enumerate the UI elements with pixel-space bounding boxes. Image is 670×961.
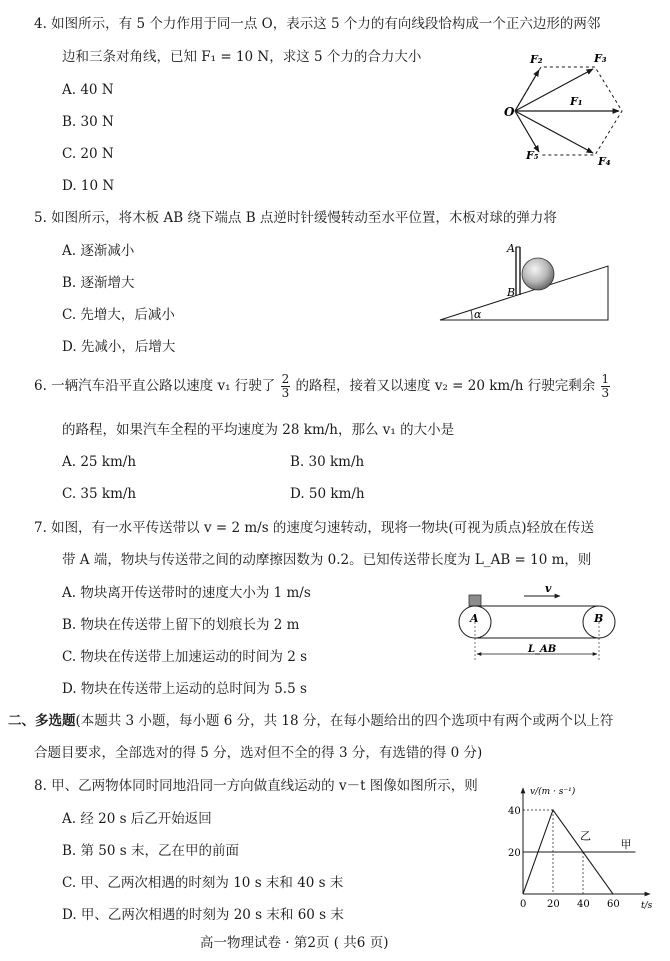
series-label-yi: 乙: [580, 829, 591, 843]
q4-label-f5: F₅: [526, 149, 539, 162]
q6-option-b[interactable]: B. 30 km/h: [290, 454, 365, 470]
q4-label-f2: F₂: [530, 53, 543, 66]
q4-label-o: O: [504, 105, 515, 119]
q7-label-a: A: [470, 612, 479, 625]
section2-desc-line2: 合题目要求，全部选对的得 5 分，选对但不全的得 3 分，有选错的得 0 分): [34, 745, 483, 761]
q4-option-b[interactable]: B. 30 N: [62, 114, 114, 130]
section2-title: 二、多选题: [8, 713, 76, 729]
q6-frac2-den: 3: [601, 386, 610, 400]
q4-option-d[interactable]: D. 10 N: [62, 178, 115, 194]
q8-option-d[interactable]: D. 甲、乙两次相遇的时刻为 20 s 末和 60 s 末: [62, 907, 344, 923]
section2-desc-line1: (本题共 3 小题，每小题 6 分，共 18 分，在每小题给出的四个选项中有两个或两个以上符: [75, 713, 614, 729]
q4-stem-line2: 边和三条对角线，已知 F₁ = 10 N，求这 5 个力的合力大小: [62, 49, 422, 65]
x-tick-label-0: 0: [520, 899, 527, 910]
q7-option-d[interactable]: D. 物块在传送带上运动的总时间为 5.5 s: [62, 681, 307, 697]
q6-stem-line1: [34, 372, 611, 400]
q7-stem-line1: 7. 如图，有一水平传送带以 v = 2 m/s 的速度匀速转动，现将一物块(可视为质点)轻放在传送: [34, 520, 594, 536]
q8-option-b[interactable]: B. 第 50 s 末，乙在甲的前面: [62, 843, 239, 859]
q4-label-f3: F₃: [594, 52, 607, 65]
q8-option-a[interactable]: A. 经 20 s 后乙开始返回: [62, 811, 212, 827]
q6-option-c[interactable]: C. 35 km/h: [62, 486, 137, 502]
q5-stem: 5. 如图所示，将木板 AB 绕下端点 B 点逆时针缓慢转动至水平位置，木板对球的弹力将: [34, 210, 557, 226]
q6-frac1-num: 2: [281, 372, 290, 386]
q7-option-a[interactable]: A. 物块离开传送带时的速度大小为 1 m/s: [62, 585, 311, 601]
q6-stem-part2: 的路程，接着又以速度 v₂ = 20 km/h 行驶完剩余: [295, 378, 596, 394]
q7-label-lab: L_AB: [528, 644, 557, 655]
q7-stem-line2: 带 A 端，物块与传送带之间的动摩擦因数为 0.2。已知传送带长度为 L_AB = 10 m，则: [62, 552, 592, 568]
q4-option-c[interactable]: C. 20 N: [62, 146, 114, 162]
q4-label-f1: F₁: [570, 95, 583, 108]
q8-stem: 8. 甲、乙两物体同时同地沿同一方向做直线运动的 v－t 图像如图所示，则: [34, 778, 478, 794]
x-tick-label-1: 20: [547, 899, 560, 910]
q6-frac2-num: 1: [601, 372, 610, 386]
q5-label-a: A: [507, 242, 515, 255]
q8-vt-chart: [500, 780, 660, 915]
x-axis-label: t/s: [641, 901, 653, 911]
q6-option-d[interactable]: D. 50 km/h: [290, 486, 365, 502]
y-axis-label: v/(m · s⁻¹): [530, 787, 576, 797]
q6-option-a[interactable]: A. 25 km/h: [62, 454, 137, 470]
q6-stem-part1: 6. 一辆汽车沿平直公路以速度 v₁ 行驶了: [34, 378, 276, 394]
q7-conveyor-figure: [452, 578, 632, 666]
q5-option-a[interactable]: A. 逐渐减小: [62, 243, 135, 259]
q5-incline-figure: [432, 236, 617, 326]
q7-label-b: B: [594, 612, 604, 625]
q6-fraction-two-thirds: [281, 373, 291, 400]
q5-option-b[interactable]: B. 逐渐增大: [62, 275, 135, 291]
page-footer: 高一物理试卷 · 第2页 ( 共6 页): [200, 935, 389, 951]
y-tick-label-0: 20: [508, 848, 521, 859]
q6-stem-line2: 的路程，如果汽车全程的平均速度为 28 km/h，那么 v₁ 的大小是: [62, 422, 455, 438]
q7-option-b[interactable]: B. 物块在传送带上留下的划痕长为 2 m: [62, 617, 300, 633]
q7-label-v: v: [545, 582, 552, 595]
q5-option-c[interactable]: C. 先增大，后减小: [62, 307, 175, 323]
q6-fraction-one-third: [601, 373, 611, 400]
q4-stem-line1: 4. 如图所示，有 5 个力作用于同一点 O，表示这 5 个力的有向线段恰构成一个正六边形的两邻: [34, 16, 601, 32]
section2-line1: [8, 712, 613, 730]
x-tick-label-3: 60: [607, 899, 620, 910]
q4-option-a[interactable]: A. 40 N: [62, 82, 114, 98]
q7-option-c[interactable]: C. 物块在传送带上加速运动的时间为 2 s: [62, 649, 308, 665]
q8-option-c[interactable]: C. 甲、乙两次相遇的时刻为 10 s 末和 40 s 末: [62, 875, 344, 891]
q4-label-f4: F₄: [598, 155, 611, 168]
series-label-jia: 甲: [620, 838, 632, 851]
q6-frac1-den: 3: [281, 386, 290, 400]
q5-label-alpha: α: [474, 308, 482, 321]
y-tick-label-1: 40: [508, 806, 521, 817]
q4-hexagon-figure: [498, 45, 638, 170]
q5-label-b: B: [507, 286, 516, 299]
q5-option-d[interactable]: D. 先减小，后增大: [62, 339, 176, 355]
x-tick-label-2: 40: [577, 899, 590, 910]
